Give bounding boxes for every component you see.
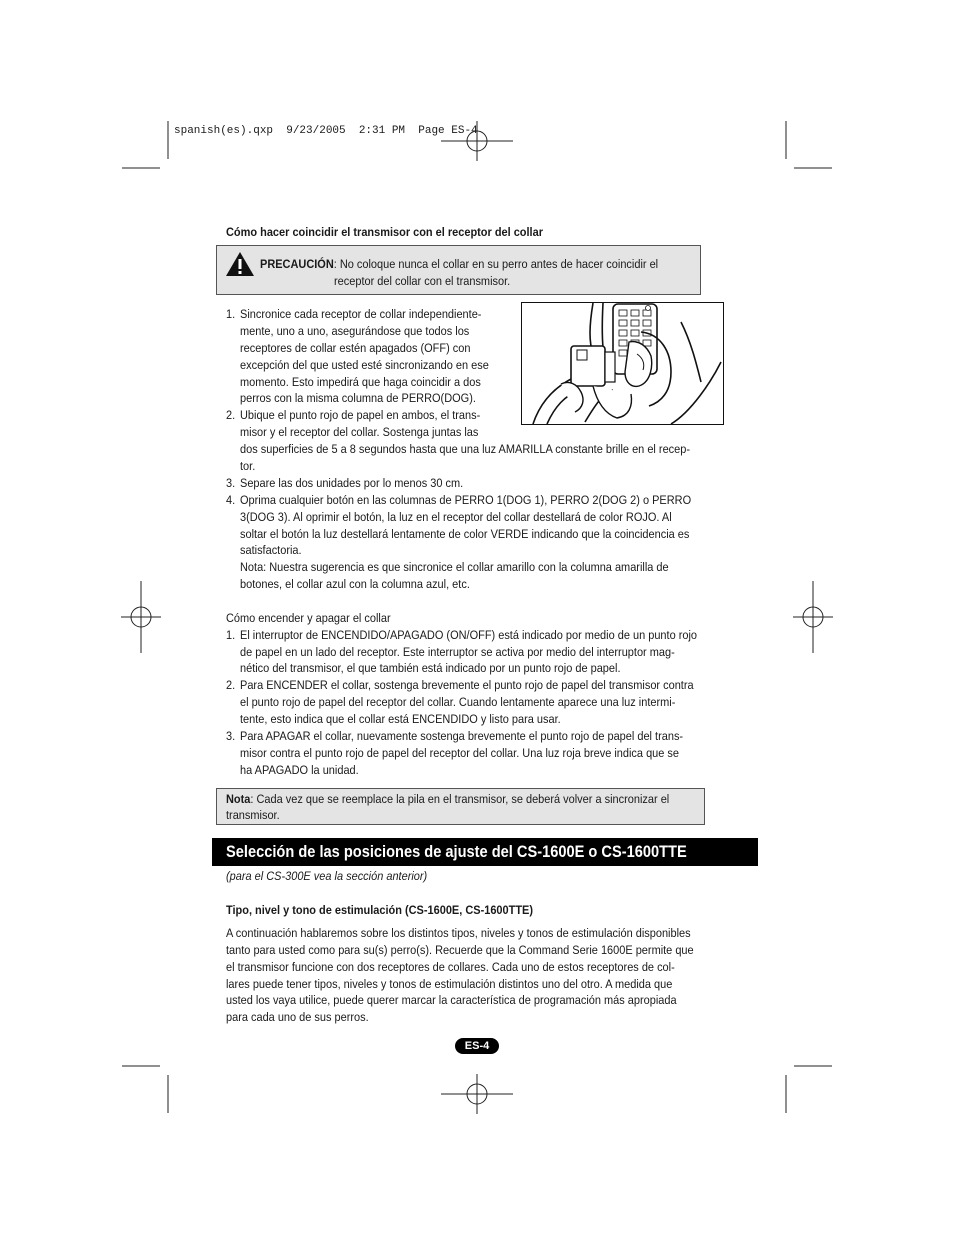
caution-line-1 xyxy=(260,256,658,273)
step-line: de papel en un lado del receptor. Este interruptor se activa por medio del interruptor mag- xyxy=(240,645,675,659)
step-line: Para ENCENDER el collar, sostenga brevemente el punto rojo de papel del transmisor contra xyxy=(240,678,694,692)
step-line: receptores de collar estén apagados (OFF) con xyxy=(240,341,471,355)
subheading: Tipo, nivel y tono de estimulación (CS-1600E, CS-1600TTE) xyxy=(226,903,533,917)
step-line: Oprima cualquier botón en las columnas de PERRO 1(DOG 1), PERRO 2(DOG 2) o PERRO xyxy=(240,493,692,507)
paragraph-line: el transmisor funcione con dos receptores de collares. Cada uno de estos receptores de col- xyxy=(226,960,675,974)
step-number: 4. xyxy=(226,493,236,507)
step-number: 1. xyxy=(226,628,236,642)
subnote: (para el CS-300E vea la sección anterior) xyxy=(226,869,428,883)
step-number: 2. xyxy=(226,678,236,692)
step-line: Para APAGAR el collar, nuevamente sostenga brevemente el punto rojo de papel del trans- xyxy=(240,729,684,743)
step-line: el punto rojo de papel del receptor del collar. Cuando lentamente aparece una luz intermi- xyxy=(240,695,676,709)
paragraph-line: para cada uno de sus perros. xyxy=(226,1010,369,1024)
caution-line-2: receptor del collar con el transmisor. xyxy=(334,274,511,288)
step-line: ha APAGADO la unidad. xyxy=(240,763,359,777)
step-line: mente, uno a uno, asegurándose que todos los xyxy=(240,324,470,338)
section-title: Cómo hacer coincidir el transmisor con el receptor del collar xyxy=(226,225,543,239)
sync-illustration xyxy=(521,302,724,425)
section-heading-bar xyxy=(212,838,758,866)
paragraph-line: lares puede tener tipos, niveles y tonos de estimulación distintos uno del otro. A medida que xyxy=(226,977,673,991)
step-line: misor contra el punto rojo de papel del receptor del collar. Una luz roja breve indica que se xyxy=(240,746,680,760)
step-line: Separe las dos unidades por lo menos 30 cm. xyxy=(240,476,464,490)
note-box xyxy=(216,788,705,825)
note-line-2: transmisor. xyxy=(226,808,280,822)
step-line: 3(DOG 3). Al oprimir el botón, la luz en el receptor del collar destellará de color ROJO. Al xyxy=(240,510,672,524)
paragraph-line: A continuación hablaremos sobre los distintos tipos, niveles y tonos de estimulación disponibles xyxy=(226,926,691,940)
section-title: Cómo encender y apagar el collar xyxy=(226,611,391,625)
step-line: momento. Esto impedirá que haga coincidir a dos xyxy=(240,375,481,389)
warning-icon xyxy=(225,251,255,277)
paragraph-line: tanto para usted como para su(s) perro(s). Recuerde que la Command Serie 1600E permite que xyxy=(226,943,694,957)
step-line: Nota: Nuestra sugerencia es que sincronice el collar amarillo con la columna amarilla de xyxy=(240,560,669,574)
step-line: misor y el receptor del collar. Sostenga juntas las xyxy=(240,425,479,439)
step-line: satisfactoria. xyxy=(240,543,302,557)
step-line: dos superficies de 5 a 8 segundos hasta que una luz AMARILLA constante brille en el recep- xyxy=(240,442,691,456)
step-line: Ubique el punto rojo de papel en ambos, el trans- xyxy=(240,408,481,422)
step-line: El interruptor de ENCENDIDO/APAGADO (ON/OFF) está indicado por medio de un punto rojo xyxy=(240,628,698,642)
caution-text-1: : No coloque nunca el collar en su perro antes de hacer coincidir el xyxy=(333,257,659,271)
caution-box xyxy=(216,245,701,295)
note-text-1: : Cada vez que se reemplace la pila en el transmisor, se deberá volver a sincronizar el xyxy=(250,792,670,806)
step-line: Sincronice cada receptor de collar independiente- xyxy=(240,307,482,321)
page-number-badge: ES-4 xyxy=(455,1038,499,1054)
caution-label: PRECAUCIÓN xyxy=(260,257,334,271)
step-line: botones, el collar azul con la columna azul, etc. xyxy=(240,577,470,591)
step-line: soltar el botón la luz destellará lentamente de color VERDE indicando que la coincidencia es xyxy=(240,527,690,541)
step-number: 3. xyxy=(226,476,236,490)
step-number: 2. xyxy=(226,408,236,422)
note-line-1 xyxy=(226,791,669,808)
step-line: excepción del que usted esté sincronizando en ese xyxy=(240,358,489,372)
note-label: Nota xyxy=(226,792,251,806)
file-slug: spanish(es).qxp 9/23/2005 2:31 PM Page ES-4 xyxy=(174,125,478,137)
section-heading: Selección de las posiciones de ajuste del CS-1600E o CS-1600TTE xyxy=(226,842,687,861)
step-number: 1. xyxy=(226,307,236,321)
step-line: tente, esto indica que el collar está ENCENDIDO y listo para usar. xyxy=(240,712,561,726)
step-line: tor. xyxy=(240,459,256,473)
step-number: 3. xyxy=(226,729,236,743)
paragraph-line: usted los vaya utilice, puede querer marcar la característica de programación más apropiada xyxy=(226,993,677,1007)
step-line: perros con la misma columna de PERRO(DOG). xyxy=(240,391,476,405)
step-line: nético del transmisor, el que también está indicado por un punto rojo de papel. xyxy=(240,661,621,675)
